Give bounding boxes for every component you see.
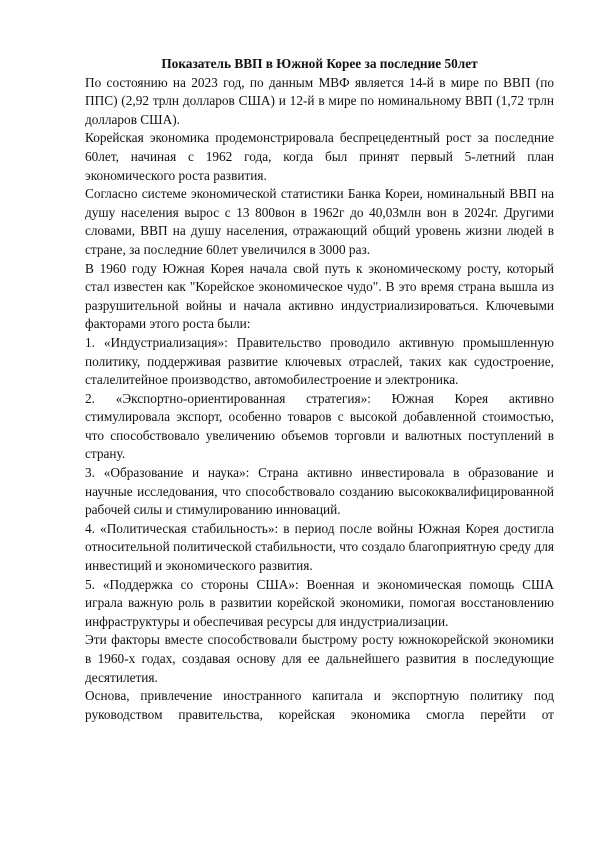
list-item-industrialization: 1. «Индустриализация»: Правительство проводило активную промышленную политику, поддерживая развитие ключевых отраслей, таких как судостроение, сталелитейное производство, автомобилестроение и электроника. [85, 334, 554, 388]
paragraph-growth-60-years: Корейская экономика продемонстрировала беспрецедентный рост за последние 60лет, начиная с 1962 года, когда был принят первый 5-летний план экономического роста развития. [85, 130, 554, 183]
paragraph-gdp-per-capita: Согласно системе экономической статистики Банка Кореи, номинальный ВВП на душу населения вырос с 13 800вон в 1962г до 40,03млн вон в 2024г. Другими словами, ВВП на душу населения, отражающий общий уровень жизни людей в стране, за последние 60лет увеличился в 3000 раз. [85, 186, 554, 257]
paragraph-foreign-capital: Основа, привлечение иностранного капитала и экспортную политику под руководством правительства, корейская экономика смогла перейти от [85, 688, 554, 722]
document-title: Показатель ВВП в Южной Корее за последние 50лет [161, 56, 478, 71]
list-item-education-science: 3. «Образование и наука»: Страна активно инвестировала в образование и научные исследования, что способствовало созданию высококвалифицированной рабочей силы и стимулированию инноваций. [85, 465, 554, 518]
paragraph-economic-miracle: В 1960 году Южная Корея начала свой путь к экономическому росту, который стал известен как "Корейское экономическое чудо". В это время страна вышла из разрушительной войны и начала активно индустриализироваться. Ключевыми факторами этого роста были: [85, 260, 554, 332]
list-item-us-support: 5. «Поддержка со стороны США»: Военная и экономическая помощь США играла важную роль в развитии корейской экономики, помогая восстановлению инфраструктуры и обеспечивая ресурсы для индустриализации. [85, 576, 554, 629]
list-item-political-stability: 4. «Политическая стабильность»: в период после войны Южная Корея достигла относительной политической стабильности, что создало благоприятную среду для инвестиций и экономического развития. [85, 520, 554, 574]
paragraph-gdp-ranking: По состоянию на 2023 год, по данным МВФ является 14-й в мире по ВВП (по ППС) (2,92 трлн долларов США) и 12-й в мире по номинальному ВВП (1,72 трлн долларов США). [85, 74, 554, 127]
list-item-export-strategy: 2. «Экспортно-ориентированная стратегия»: Южная Корея активно стимулировала экспорт, особенно товаров с высокой добавленной стоимостью, что способствовало увеличению объемов торговли и валютных поступлений в страну. [85, 390, 554, 462]
document-page [85, 55, 554, 724]
paragraph-factors-summary: Эти факторы вместе способствовали быстрому росту южнокорейской экономики в 1960-х годах, создавая основу для ее дальнейшего развития в последующие десятилетия. [85, 632, 554, 685]
